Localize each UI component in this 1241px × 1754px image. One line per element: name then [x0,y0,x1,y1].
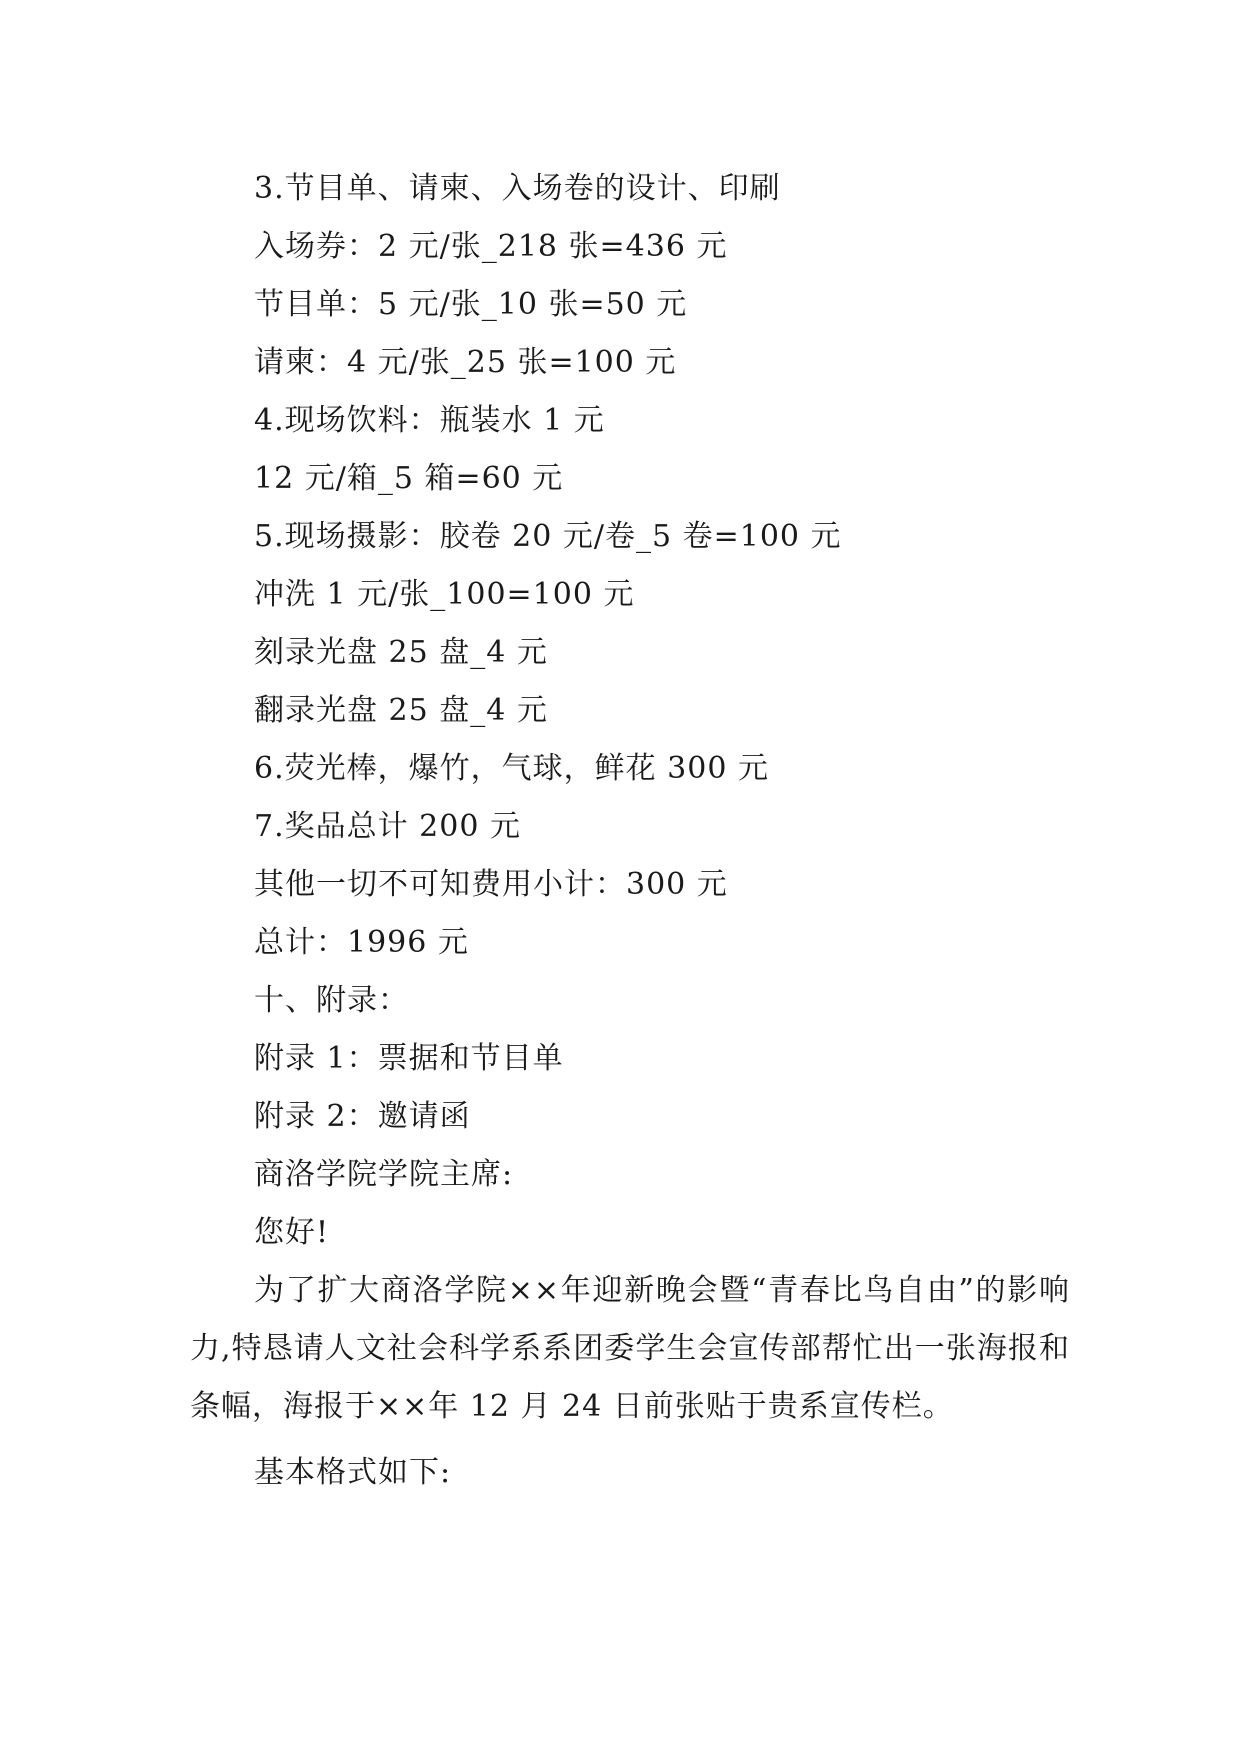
letter-salutation: 商洛学院学院主席: [254,1157,514,1192]
text-line: 7.奖品总计 200 元 [254,809,521,844]
spacer [190,1436,1070,1444]
text-line: 其他一切不可知费用小计：300 元 [254,867,728,902]
text-line: 附录 2：邀请函 [254,1099,471,1134]
letter-greeting: 您好! [254,1215,330,1250]
text-line: 12 元/箱_5 箱=60 元 [254,461,564,496]
text-line: 请柬：4 元/张_25 张=100 元 [254,345,677,380]
document-body [190,160,1070,1502]
text-line: 4.现场饮料：瓶装水 1 元 [254,403,605,438]
text-line: 附录 1：票据和节目单 [254,1041,564,1076]
text-line: 冲洗 1 元/张_100=100 元 [254,577,635,612]
letter-paragraph: 为了扩大商洛学院××年迎新晚会暨“青春比鸟自由”的影响力,特恳请人文社会科学系系团委学生会宣传部帮忙出一张海报和条幅，海报于××年 12 月 24 日前张贴于贵系宣传栏。 [190,1273,1070,1424]
text-line: 刻录光盘 25 盘_4 元 [254,635,548,670]
text-line: 6.荧光棒，爆竹，气球，鲜花 300 元 [254,751,769,786]
text-line: 总计：1996 元 [254,925,469,960]
section-heading: 十、附录： [254,983,409,1018]
text-line: 基本格式如下: [254,1455,452,1490]
text-line: 5.现场摄影：胶卷 20 元/卷_5 卷=100 元 [254,519,842,554]
text-line: 入场券：2 元/张_218 张=436 元 [254,229,728,264]
text-line: 节目单：5 元/张_10 张=50 元 [254,287,688,322]
text-line: 翻录光盘 25 盘_4 元 [254,693,548,728]
text-line: 3.节目单、请柬、入场卷的设计、印刷 [254,171,781,206]
